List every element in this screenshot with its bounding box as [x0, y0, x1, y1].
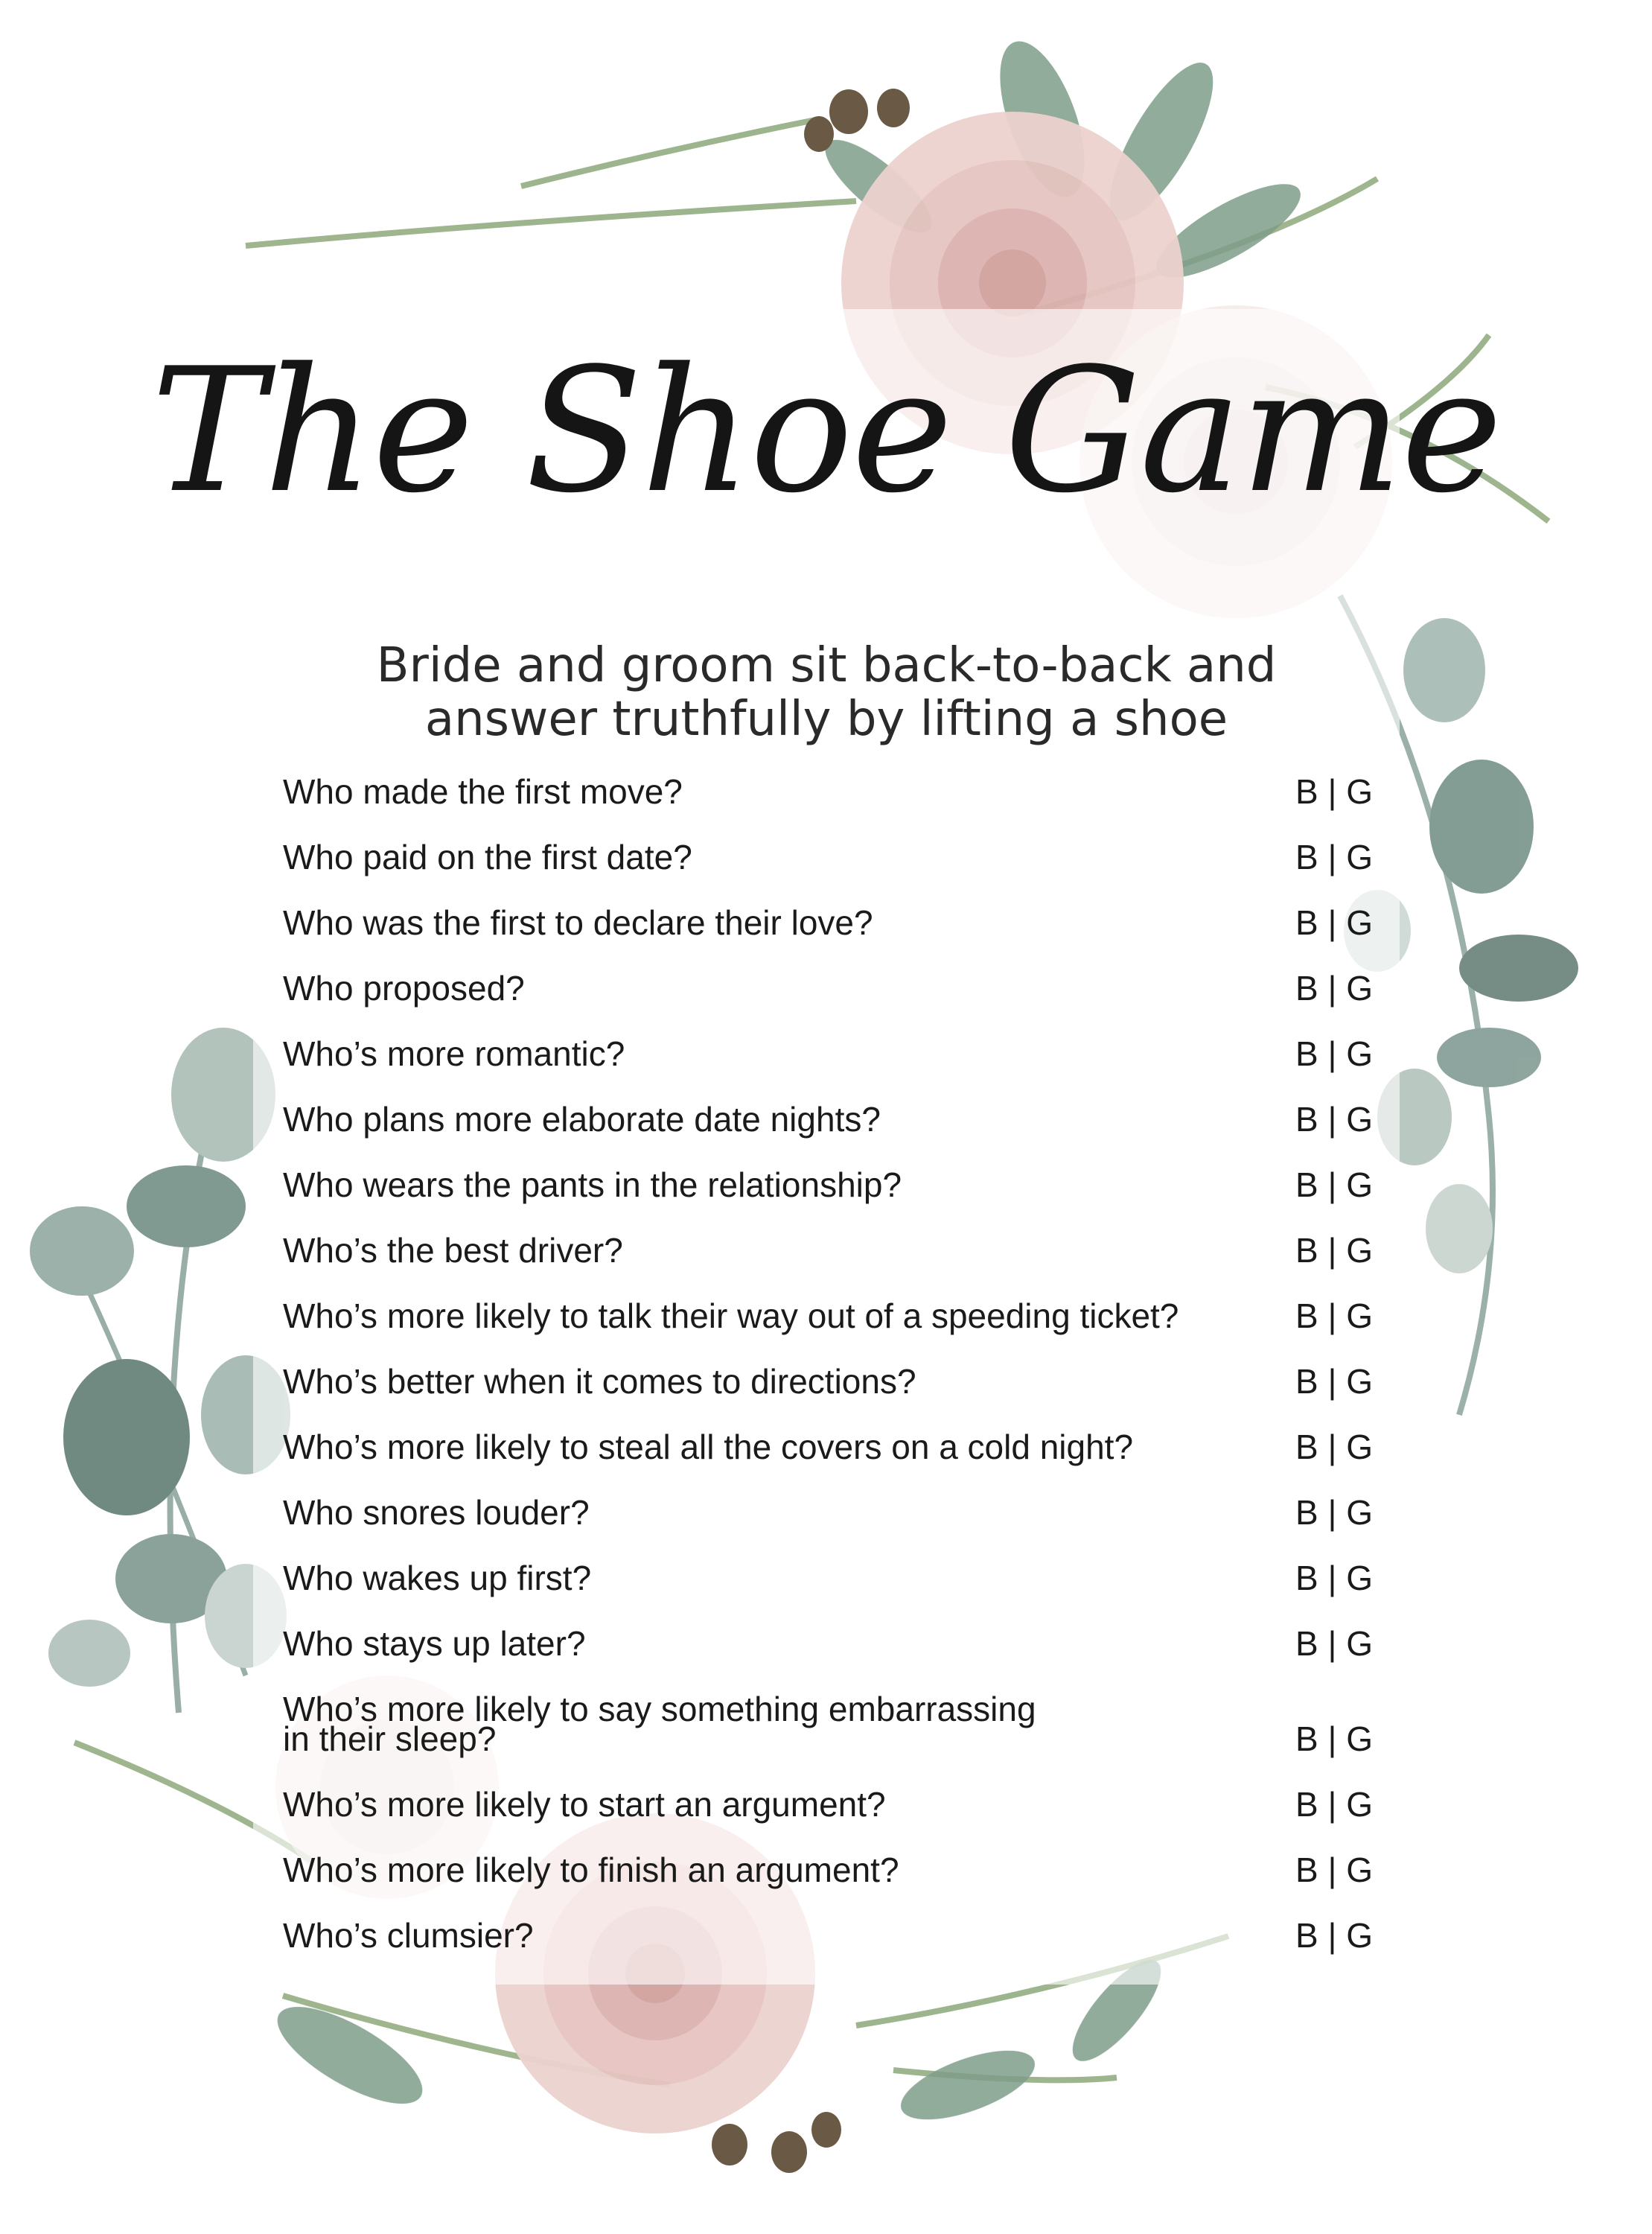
- question-text: Who wakes up first?: [283, 1559, 592, 1597]
- instructions-line-1: Bride and groom sit back-to-back and: [376, 638, 1277, 693]
- question-text: Who’s clumsier?: [283, 1916, 534, 1955]
- question-row: [283, 902, 1385, 967]
- question-row: [283, 1849, 1385, 1915]
- question-row: [283, 1915, 1385, 1980]
- question-row: [283, 1098, 1385, 1164]
- question-row: [283, 1623, 1385, 1688]
- answer-options: B | G: [1295, 969, 1373, 1008]
- question-text: Who plans more elaborate date nights?: [283, 1100, 881, 1139]
- answer-options: B | G: [1295, 1428, 1373, 1466]
- answer-options: B | G: [1295, 772, 1373, 811]
- answer-options: B | G: [1295, 1850, 1373, 1889]
- instructions: [298, 639, 1355, 746]
- answer-options: B | G: [1295, 1100, 1373, 1139]
- question-row: [283, 1229, 1385, 1295]
- question-row: [283, 1426, 1385, 1492]
- question-row: [283, 967, 1385, 1033]
- answer-options: B | G: [1295, 1559, 1373, 1597]
- answer-options: B | G: [1295, 1493, 1373, 1532]
- question-row: [283, 1783, 1385, 1849]
- question-row: [283, 1688, 1385, 1783]
- question-row: [283, 771, 1385, 836]
- question-text: Who’s better when it comes to directions?: [283, 1362, 916, 1401]
- question-row: [283, 1164, 1385, 1229]
- answer-options: B | G: [1295, 1916, 1373, 1955]
- answer-options: B | G: [1295, 1785, 1373, 1824]
- eucalyptus-berries-top: [804, 89, 910, 152]
- answer-options: B | G: [1295, 1165, 1373, 1204]
- question-text: Who proposed?: [283, 969, 525, 1008]
- answer-options: B | G: [1295, 838, 1373, 876]
- question-text: Who was the first to declare their love?: [283, 903, 873, 942]
- answer-options: B | G: [1295, 1034, 1373, 1073]
- question-list: [283, 771, 1385, 1980]
- question-row: [283, 1557, 1385, 1623]
- question-text: Who’s more likely to start an argument?: [283, 1785, 886, 1824]
- question-row: [283, 836, 1385, 902]
- question-text: Who’s more romantic?: [283, 1034, 625, 1073]
- question-text: Who stays up later?: [283, 1624, 586, 1663]
- instructions-line-2: answer truthfully by lifting a shoe: [424, 692, 1228, 747]
- question-text: Who paid on the first date?: [283, 838, 692, 876]
- answer-options: B | G: [1295, 1719, 1373, 1758]
- question-text-line-2: in their sleep?: [283, 1719, 497, 1758]
- eucalyptus-berries-bottom: [712, 2112, 841, 2173]
- question-text: Who’s the best driver?: [283, 1231, 623, 1270]
- page-title: The Shoe Game: [150, 332, 1502, 531]
- question-text: Who’s more likely to finish an argument?: [283, 1850, 899, 1889]
- question-row: [283, 1295, 1385, 1361]
- question-text: Who made the first move?: [283, 772, 683, 811]
- answer-options: B | G: [1295, 1624, 1373, 1663]
- question-row: [283, 1361, 1385, 1426]
- question-text: [283, 1691, 1288, 1757]
- answer-options: B | G: [1295, 1231, 1373, 1270]
- question-text: Who’s more likely to talk their way out of a speeding ticket?: [283, 1296, 1179, 1335]
- answer-options: B | G: [1295, 1362, 1373, 1401]
- question-text-line-1: Who’s more likely to say something embarrassing: [283, 1690, 1036, 1728]
- question-row: [283, 1033, 1385, 1098]
- question-row: [283, 1492, 1385, 1557]
- question-text: Who wears the pants in the relationship?: [283, 1165, 902, 1204]
- answer-options: B | G: [1295, 903, 1373, 942]
- question-text: Who snores louder?: [283, 1493, 590, 1532]
- question-text: Who’s more likely to steal all the covers on a cold night?: [283, 1428, 1134, 1466]
- answer-options: B | G: [1295, 1296, 1373, 1335]
- left-eucalyptus: [30, 1028, 290, 1713]
